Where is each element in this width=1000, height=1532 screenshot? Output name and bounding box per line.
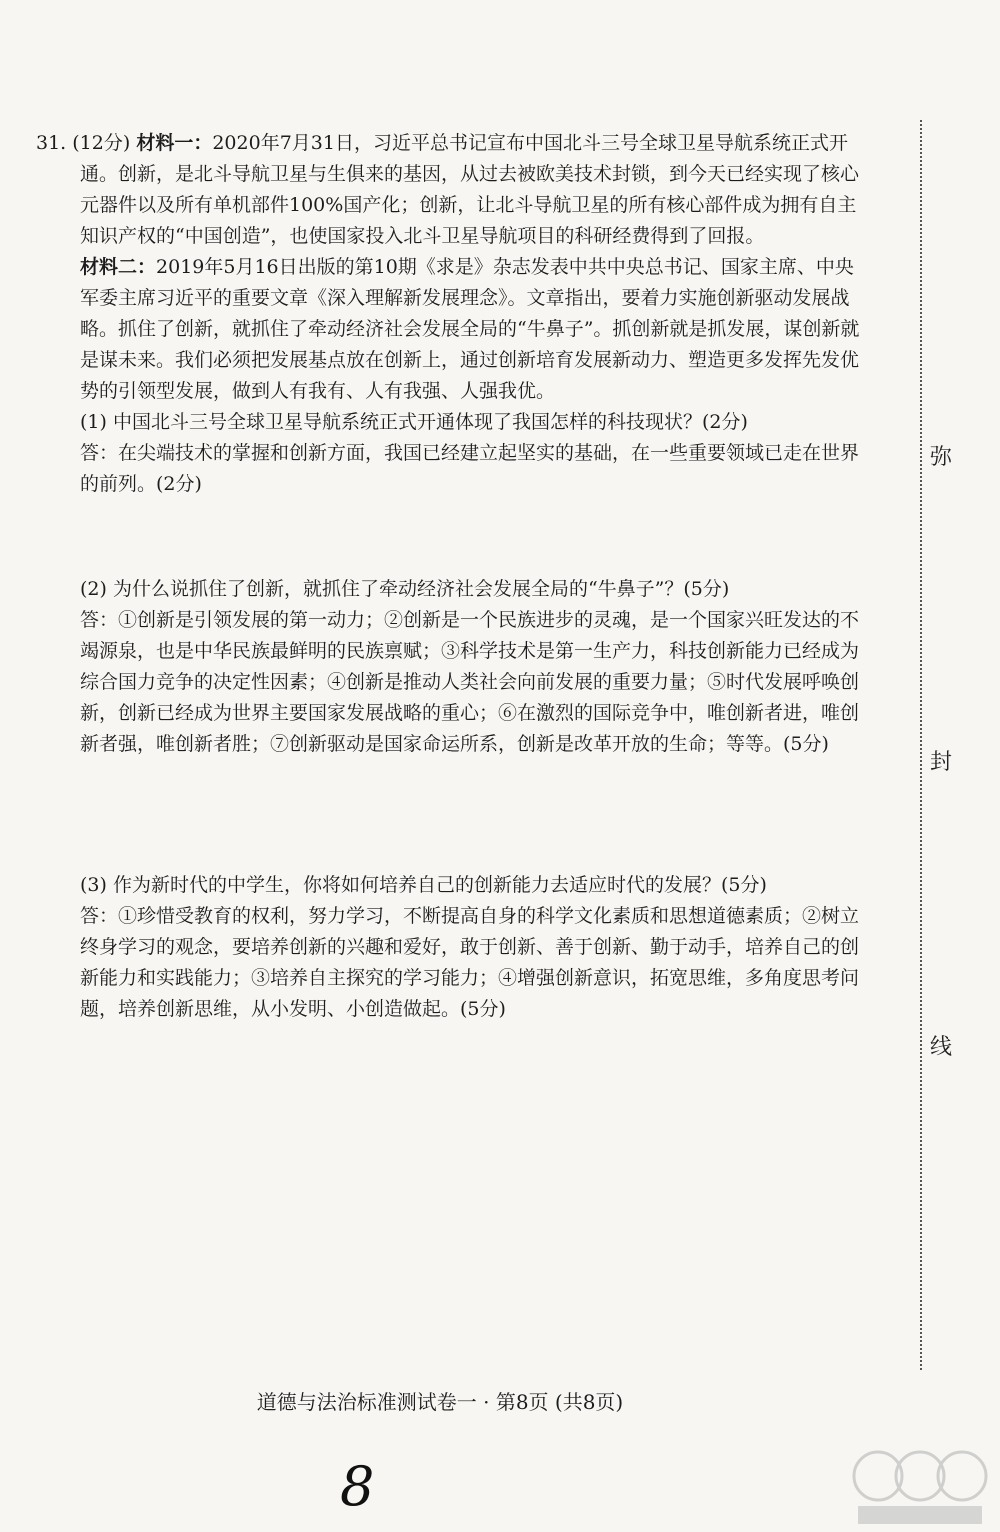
blank-space bbox=[36, 500, 866, 574]
sub-question-1: (1) 中国北斗三号全球卫星导航系统正式开通体现了我国怎样的科技现状？(2分) bbox=[80, 411, 748, 433]
handwritten-page-number: 8 bbox=[340, 1455, 375, 1518]
material-one-text: 2020年7月31日，习近平总书记宣布中国北斗三号全球卫星导航系统正式开通。创新，是北斗导航卫星与生俱来的基因，从过去被欧美技术封锁，到今天已经实现了核心元器件以及所有单机部件100%国产化；创新，让北斗导航卫星的所有核心部件成为拥有自主知识产权的“中国创造”，也使国家投入北斗卫星导航项目的科研经费得到了回报。 bbox=[80, 132, 860, 247]
binding-char-feng: 封 bbox=[930, 750, 953, 775]
answer-2: 答：①创新是引领发展的第一动力；②创新是一个民族进步的灵魂，是一个国家兴旺发达的不竭源泉，也是中华民族最鲜明的民族禀赋；③科学技术是第一生产力，科技创新能力已经成为综合国力竞争的决定性因素；④创新是推动人类社会向前发展的重要力量；⑤时代发展呼唤创新，创新已经成为世界主要国家发展战略的重心；⑥在激烈的国际竞争中，唯创新者进，唯创新者强，唯创新者胜；⑦创新驱动是国家命运所系，创新是改革开放的生命；等等。(5分) bbox=[80, 609, 860, 755]
material-one-label: 材料一： bbox=[136, 132, 213, 154]
binding-line bbox=[920, 120, 922, 1370]
sub-question-3: (3) 作为新时代的中学生，你将如何培养自己的创新能力去适应时代的发展？(5分) bbox=[80, 874, 767, 896]
question-score: (12分) bbox=[72, 132, 131, 154]
question-31 bbox=[36, 128, 866, 1025]
watermark-logo bbox=[850, 1448, 990, 1528]
question-number: 31. bbox=[36, 132, 67, 154]
blank-space bbox=[36, 760, 866, 870]
page-footer: 道德与法治标准测试卷一 · 第8页 (共8页) bbox=[256, 1390, 624, 1414]
material-two-text: 2019年5月16日出版的第10期《求是》杂志发表中共中央总书记、国家主席、中央军委主席习近平的重要文章《深入理解新发展理念》。文章指出，要着力实施创新驱动发展战略。抓住了创新，就抓住了牵动经济社会发展全局的“牛鼻子”。抓创新就是抓发展，谋创新就是谋未来。我们必须把发展基点放在创新上，通过创新培育发展新动力、塑造更多发挥先发优势的引领型发展，做到人有我有、人有我强、人强我优。 bbox=[80, 256, 860, 402]
material-two bbox=[36, 252, 866, 407]
answer-3: 答：①珍惜受教育的权利，努力学习，不断提高自身的科学文化素质和思想道德素质；②树立终身学习的观念，要培养创新的兴趣和爱好，敢于创新、善于创新、勤于动手，培养自己的创新能力和实践能力；③培养自主探究的学习能力；④增强创新意识，拓宽思维，多角度思考问题，培养创新思维，从小发明、小创造做起。(5分) bbox=[80, 905, 860, 1020]
material-two-label: 材料二： bbox=[80, 256, 157, 278]
material-one bbox=[36, 128, 866, 252]
binding-char-mi: 弥 bbox=[930, 445, 953, 470]
answer-1: 答：在尖端技术的掌握和创新方面，我国已经建立起坚实的基础，在一些重要领域已走在世界的前列。(2分) bbox=[80, 442, 860, 495]
binding-char-xian: 线 bbox=[930, 1035, 953, 1060]
sub-question-2: (2) 为什么说抓住了创新，就抓住了牵动经济社会发展全局的“牛鼻子”？(5分) bbox=[80, 578, 730, 600]
